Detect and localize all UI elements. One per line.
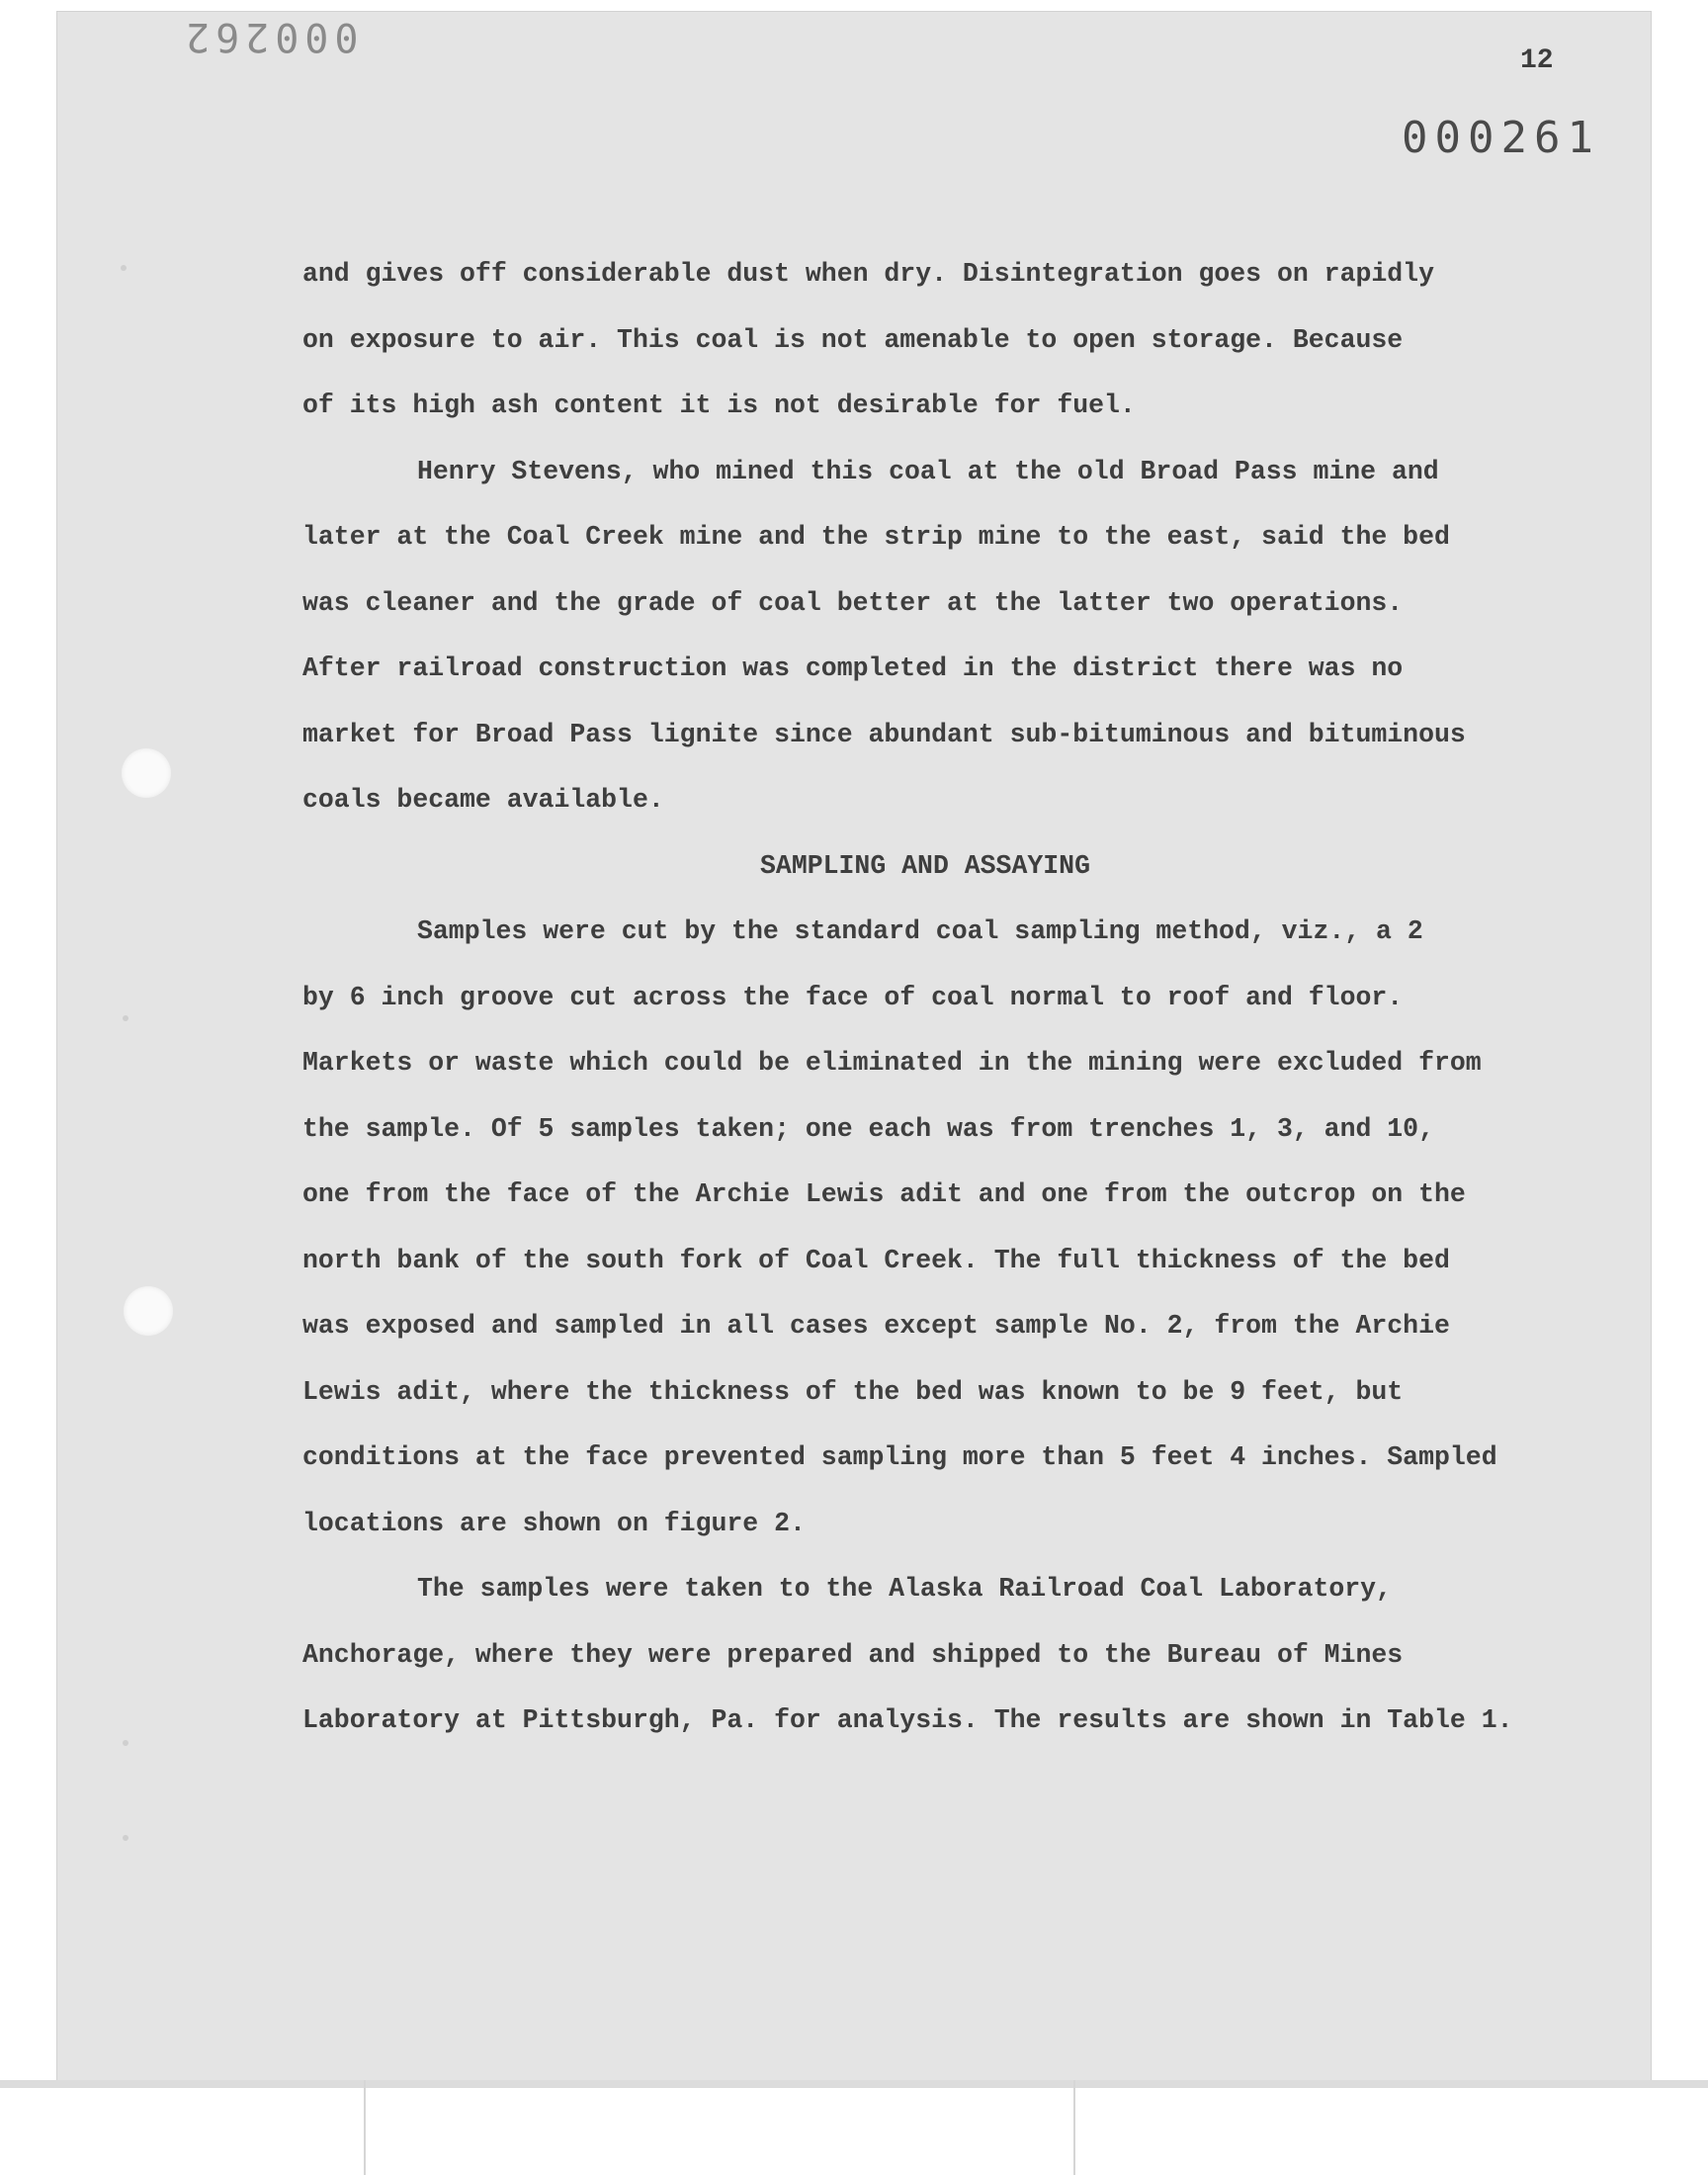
paragraph-4 (302, 1556, 1607, 1754)
text-line: Samples were cut by the standard coal sampling method, viz., a 2 (417, 916, 1423, 946)
paper-speck (121, 265, 127, 271)
scan-line-right (1073, 2080, 1075, 2175)
text-line: After railroad construction was completed in the district there was no (302, 653, 1404, 683)
punch-hole-upper (122, 748, 171, 798)
text-line: was exposed and sampled in all cases except sample No. 2, from the Archie (302, 1311, 1450, 1341)
paragraph-2 (302, 439, 1607, 833)
paper-speck (123, 1740, 128, 1746)
document-id-stamp: 000261 (1402, 113, 1600, 163)
section-heading: SAMPLING AND ASSAYING (760, 850, 1090, 881)
text-line: north bank of the south fork of Coal Creek. The full thickness of the bed (302, 1245, 1450, 1275)
text-line: The samples were taken to the Alaska Railroad Coal Laboratory, (417, 1574, 1392, 1604)
text-line: of its high ash content it is not desirable for fuel. (302, 391, 1136, 420)
text-line: Laboratory at Pittsburgh, Pa. for analysis. The results are shown in Table 1. (302, 1705, 1513, 1735)
scan-line-left (364, 2080, 366, 2175)
text-line: by 6 inch groove cut across the face of coal normal to roof and floor. (302, 982, 1404, 1012)
text-line: locations are shown on figure 2. (302, 1508, 806, 1538)
text-line: market for Broad Pass lignite since abundant sub-bituminous and bituminous (302, 719, 1466, 749)
page-number: 12 (1520, 45, 1554, 76)
text-line: one from the face of the Archie Lewis adit and one from the outcrop on the (302, 1179, 1466, 1209)
text-line: Anchorage, where they were prepared and shipped to the Bureau of Mines (302, 1639, 1404, 1670)
punch-hole-lower (124, 1286, 173, 1336)
text-line: coals became available. (302, 785, 664, 815)
text-line: was cleaner and the grade of coal better at the latter two operations. (302, 587, 1404, 618)
text-line: conditions at the face prevented sampling more than 5 feet 4 inches. Sampled (302, 1442, 1497, 1472)
text-line: later at the Coal Creek mine and the strip mine to the east, said the bed (302, 522, 1450, 552)
text-line: on exposure to air. This coal is not amenable to open storage. Because (302, 324, 1404, 355)
text-line: Henry Stevens, who mined this coal at the old Broad Pass mine and (417, 456, 1439, 486)
text-line: and gives off considerable dust when dry. Disintegration goes on rapidly (302, 259, 1434, 289)
text-line: Lewis adit, where the thickness of the bed was known to be 9 feet, but (302, 1376, 1404, 1407)
paper-speck (123, 1835, 128, 1841)
page-bottom-edge (0, 2080, 1708, 2088)
text-line: Markets or waste which could be eliminated in the mining were excluded from (302, 1048, 1482, 1078)
text-line: the sample. Of 5 samples taken; one each was from trenches 1, 3, and 10, (302, 1113, 1434, 1144)
upside-down-stamp: 000262 (180, 14, 359, 59)
paragraph-3 (302, 899, 1607, 1556)
body-text (302, 241, 1607, 1754)
paragraph-1 (302, 241, 1607, 439)
paper-speck (123, 1015, 128, 1021)
